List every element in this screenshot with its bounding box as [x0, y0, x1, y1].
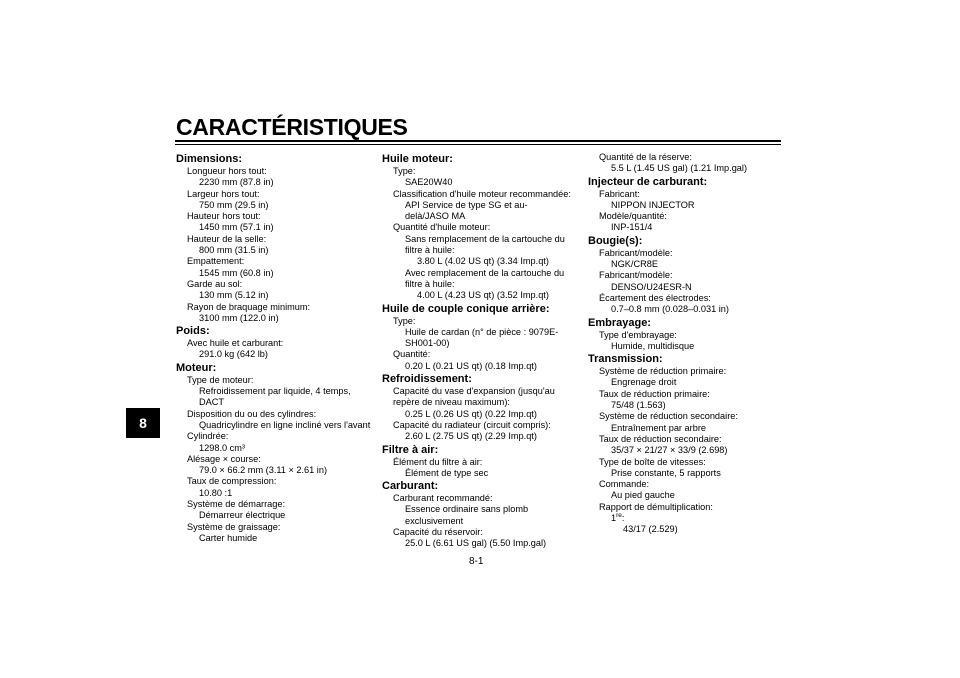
spec-text: API Service de type SG et au-delà/JASO MA [405, 199, 528, 222]
spec-text: 25.0 L (6.61 US gal) (5.50 Imp.gal) [405, 538, 547, 549]
spec-text: Disposition du ou des cylindres: [187, 408, 317, 419]
spec-text: Avec huile et carburant: [187, 338, 284, 349]
spec-value [382, 538, 582, 549]
spec-text: 130 mm (5.12 in) [199, 290, 269, 301]
spec-value [588, 304, 788, 315]
spec-text: 2.60 L (2.75 US qt) (2.29 Imp.qt) [405, 431, 537, 442]
spec-text: Classification d'huile moteur recommandée: [393, 188, 571, 199]
spec-text: Hauteur de la selle: [187, 233, 267, 244]
spec-text: 43/17 (2.529) [623, 524, 678, 535]
spec-text: 1 [611, 513, 617, 524]
spec-text: Refroidissement par liquide, 4 temps, DACT [199, 386, 351, 408]
spec-label [176, 409, 376, 420]
section-heading [382, 303, 582, 316]
spec-label [588, 389, 788, 400]
spec-text: Au pied gauche [611, 490, 675, 501]
spec-text: 75/48 (1.563) [611, 400, 666, 411]
section-heading [382, 373, 582, 386]
spec-value [588, 377, 788, 388]
spec-value [382, 268, 565, 291]
spec-value [382, 290, 582, 301]
spec-value [382, 234, 565, 257]
spec-text: Entraînement par arbre [611, 422, 706, 433]
spec-text: Quadricylindre en ligne incliné vers l'avant [199, 419, 371, 430]
spec-label [588, 270, 788, 281]
spec-value [382, 327, 565, 350]
title-rule-thick [175, 140, 781, 142]
spec-text: Hauteur hors tout: [187, 211, 261, 222]
spec-text: Type de moteur: [187, 374, 254, 385]
spec-text: Injecteur de carburant: [588, 175, 708, 188]
spec-label [382, 527, 582, 538]
spec-text: Embrayage: [588, 316, 651, 329]
spec-text: Taux de compression: [187, 476, 277, 487]
spec-text: Élément du filtre à air: [393, 456, 483, 467]
spec-value [176, 420, 376, 431]
spec-column-1 [176, 152, 376, 544]
spec-text: 0.25 L (0.26 US qt) (0.22 Imp.qt) [405, 408, 537, 419]
spec-value [176, 222, 376, 233]
section-heading [176, 362, 376, 375]
spec-text: DENSO/U24ESR-N [611, 281, 692, 292]
spec-label [588, 434, 788, 445]
spec-text: Essence ordinaire sans plomb exclusivement [405, 504, 529, 526]
spec-label [588, 248, 788, 259]
spec-value [588, 524, 788, 535]
spec-text: 1298.0 cm³ [199, 442, 245, 453]
spec-label [382, 420, 582, 431]
spec-text: 35/37 × 21/27 × 33/9 (2.698) [611, 445, 728, 456]
spec-value [588, 445, 788, 456]
spec-value [588, 490, 788, 501]
spec-text: Type: [393, 166, 416, 176]
spec-text: Quantité d'huile moteur: [393, 222, 491, 233]
spec-text: Sans remplacement de la cartouche du filtre à huile: [405, 233, 565, 256]
spec-text: Système de démarrage: [187, 499, 286, 510]
spec-value [588, 200, 788, 211]
spec-text: Filtre à air: [382, 443, 439, 456]
spec-text: NIPPON INJECTOR [611, 199, 695, 210]
spec-text: Système de réduction secondaire: [599, 411, 738, 422]
spec-label [382, 349, 582, 360]
section-heading [382, 153, 582, 166]
spec-text: 79.0 × 66.2 mm (3.11 × 2.61 in) [199, 465, 328, 476]
spec-text: Dimensions: [176, 153, 243, 165]
spec-text: Carburant recommandé: [393, 493, 493, 504]
section-heading [588, 353, 788, 366]
spec-text: Huile de couple conique arrière: [382, 302, 550, 315]
spec-value [176, 177, 376, 188]
spec-label [382, 457, 582, 468]
spec-text: Moteur: [176, 361, 217, 374]
spec-value [588, 400, 788, 411]
spec-label [176, 476, 376, 487]
spec-text: Cylindrée: [187, 431, 229, 442]
spec-label [588, 293, 788, 304]
spec-text: Carburant: [382, 480, 439, 493]
spec-value [588, 259, 788, 270]
spec-value [588, 423, 788, 434]
spec-label [176, 375, 376, 386]
spec-label [176, 454, 376, 465]
spec-text: Commande: [599, 479, 650, 490]
spec-value [382, 504, 565, 527]
spec-text: Modèle/quantité: [599, 211, 667, 222]
spec-value [176, 245, 376, 256]
spec-value [382, 409, 582, 420]
section-heading [176, 153, 376, 166]
section-heading [588, 176, 788, 189]
spec-text: Rayon de braquage minimum: [187, 301, 311, 312]
spec-column-2 [382, 152, 582, 550]
superscript: re [616, 511, 622, 519]
spec-label [382, 316, 582, 327]
page-title: CARACTÉRISTIQUES [176, 114, 408, 140]
spec-value [176, 510, 376, 521]
spec-label [176, 338, 376, 349]
spec-value [176, 488, 376, 499]
spec-label [588, 457, 788, 468]
spec-text: 1450 mm (57.1 in) [199, 222, 274, 233]
spec-label [382, 166, 582, 177]
spec-label [176, 211, 376, 222]
spec-label [382, 189, 582, 200]
spec-text: 0.7–0.8 mm (0.028–0.031 in) [611, 304, 729, 315]
spec-text: Capacité du radiateur (circuit compris): [393, 419, 551, 430]
spec-value [588, 282, 788, 293]
spec-text: Bougie(s): [588, 234, 643, 247]
spec-text: Huile de cardan (n° de pièce : 9079E-SH001-00) [405, 326, 559, 349]
spec-label [588, 152, 788, 163]
spec-column-3 [588, 152, 788, 536]
spec-text: 291.0 kg (642 lb) [199, 349, 268, 360]
spec-value [382, 256, 582, 267]
spec-text: Garde au sol: [187, 278, 243, 289]
spec-text: 800 mm (31.5 in) [199, 245, 269, 256]
spec-label [588, 211, 788, 222]
spec-value [176, 465, 376, 476]
spec-value [176, 200, 376, 211]
spec-text: Empattement: [187, 256, 245, 267]
spec-text: SAE20W40 [405, 177, 453, 188]
spec-label [176, 431, 376, 442]
spec-text: Poids: [176, 325, 210, 338]
spec-value [588, 222, 788, 233]
spec-text: Fabricant/modèle: [599, 247, 673, 258]
spec-label [382, 222, 582, 233]
spec-text: Avec remplacement de la cartouche du filtre à huile: [405, 267, 565, 289]
spec-label [176, 256, 376, 267]
spec-label [176, 302, 376, 313]
spec-text: Longueur hors tout: [187, 166, 267, 176]
spec-value [382, 200, 565, 223]
spec-text: Type de boîte de vitesses: [599, 456, 706, 467]
spec-text: INP-151/4 [611, 222, 653, 233]
spec-value [588, 468, 788, 479]
spec-text: 3.80 L (4.02 US qt) (3.34 Imp.qt) [417, 256, 549, 267]
spec-text: Engrenage droit [611, 377, 677, 388]
spec-text: Prise constante, 5 rapports [611, 467, 721, 478]
spec-label [176, 234, 376, 245]
spec-text: Démarreur électrique [199, 510, 286, 521]
spec-value [176, 533, 376, 544]
spec-text: Quantité de la réserve: [599, 152, 692, 162]
spec-text: 1545 mm (60.8 in) [199, 267, 274, 278]
spec-text: NGK/CR8E [611, 259, 658, 270]
section-heading [176, 325, 376, 338]
spec-text: Type d'embrayage: [599, 329, 677, 340]
chapter-tab[interactable]: 8 [126, 408, 160, 438]
spec-label [382, 386, 573, 409]
spec-label [176, 499, 376, 510]
spec-value [176, 443, 376, 454]
spec-label [176, 279, 376, 290]
spec-suffix: : [621, 513, 625, 524]
spec-text: 4.00 L (4.23 US qt) (3.52 Imp.qt) [417, 290, 549, 301]
section-heading [382, 480, 582, 493]
spec-text: 0.20 L (0.21 US qt) (0.18 Imp.qt) [405, 360, 537, 371]
spec-value [588, 341, 788, 352]
spec-text: 10.80 :1 [199, 487, 233, 498]
spec-text: 750 mm (29.5 in) [199, 199, 269, 210]
spec-text: Taux de réduction secondaire: [599, 433, 722, 444]
spec-text: Huile moteur: [382, 153, 453, 165]
spec-text: Fabricant/modèle: [599, 270, 673, 281]
section-heading [588, 317, 788, 330]
spec-label [588, 189, 788, 200]
spec-value [382, 177, 582, 188]
spec-label [588, 366, 788, 377]
spec-text: Carter humide [199, 532, 258, 543]
spec-label [176, 166, 376, 177]
spec-text: Alésage × course: [187, 453, 261, 464]
spec-text: 3100 mm (122.0 in) [199, 312, 279, 323]
spec-text: Capacité du vase d'expansion (jusqu'au repère de niveau maximum): [393, 386, 555, 408]
spec-text: Système de réduction primaire: [599, 366, 727, 377]
spec-value [176, 268, 376, 279]
spec-label [176, 522, 376, 533]
spec-value [176, 290, 376, 301]
spec-value [176, 349, 376, 360]
spec-text: 5.5 L (1.45 US gal) (1.21 Imp.gal) [611, 163, 748, 174]
spec-text: 2230 mm (87.8 in) [199, 177, 274, 188]
spec-text: Élément de type sec [405, 467, 489, 478]
section-heading [588, 235, 788, 248]
spec-text: Rapport de démultiplication: [599, 501, 713, 512]
page-number: 8-1 [469, 556, 484, 567]
spec-value [176, 386, 359, 409]
spec-text: Capacité du réservoir: [393, 527, 483, 538]
spec-text: Taux de réduction primaire: [599, 388, 710, 399]
spec-value [588, 513, 788, 524]
spec-label [588, 411, 788, 422]
spec-value [382, 361, 582, 372]
spec-value [382, 431, 582, 442]
title-rule-thin [175, 144, 781, 145]
spec-text: Fabricant: [599, 188, 640, 199]
spec-text: Type: [393, 315, 416, 326]
spec-text: Système de graissage: [187, 521, 281, 532]
spec-value [588, 163, 788, 174]
section-heading [382, 444, 582, 457]
spec-label [382, 493, 582, 504]
spec-text: Transmission: [588, 353, 663, 366]
spec-value [176, 313, 376, 324]
spec-text: Refroidissement: [382, 373, 472, 386]
spec-value [382, 468, 582, 479]
spec-text: Largeur hors tout: [187, 188, 260, 199]
spec-label [176, 189, 376, 200]
spec-text: Humide, multidisque [611, 340, 695, 351]
spec-text: Quantité: [393, 349, 431, 360]
spec-text: Écartement des électrodes: [599, 292, 711, 303]
spec-label [588, 479, 788, 490]
spec-label [588, 330, 788, 341]
